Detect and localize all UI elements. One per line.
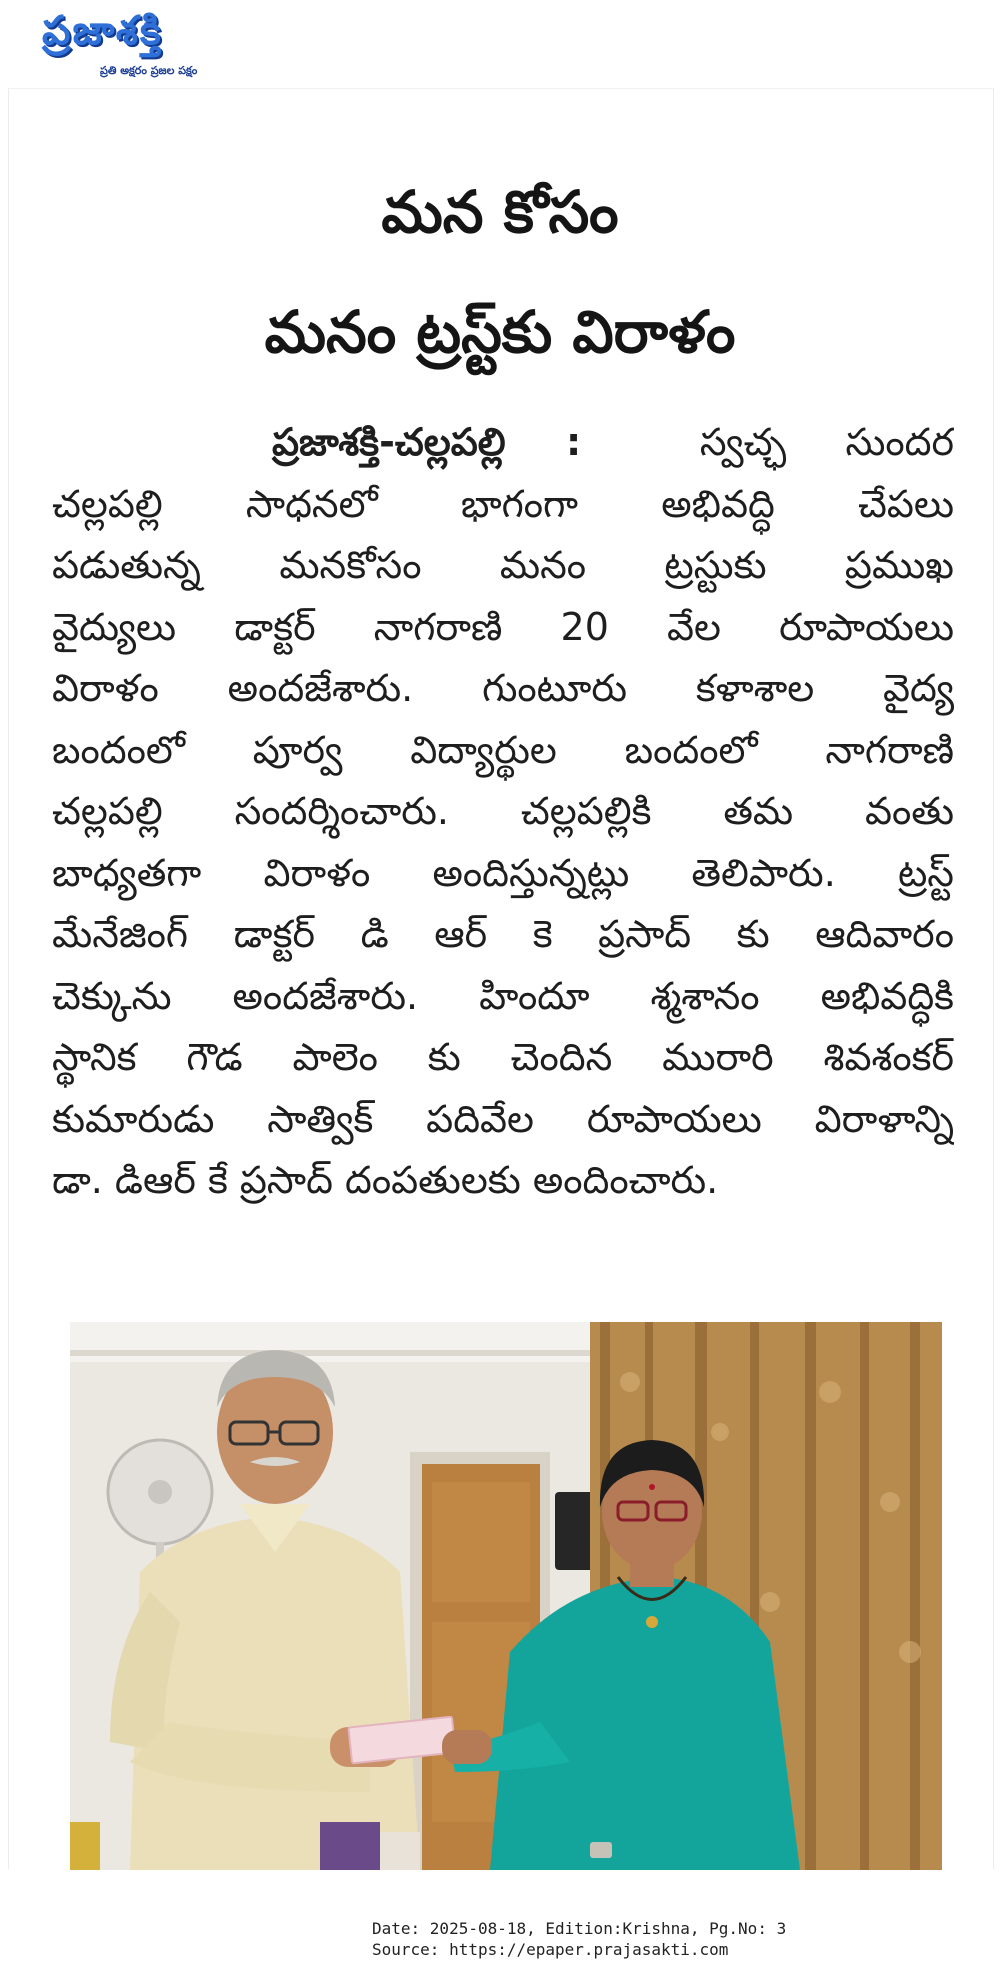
article-line: బందంలో పూర్వ విద్యార్థుల బందంలో నాగరాణి xyxy=(52,727,954,772)
footer-date-line: Date: 2025-08-18, Edition:Krishna, Pg.No: 3 xyxy=(372,1919,787,1938)
article-line: డా. డిఆర్ కే ప్రసాద్ దంపతులకు అందించారు. xyxy=(52,1158,719,1202)
dateline: ప్రజాశక్తి-చల్లపల్లి : xyxy=(272,420,582,464)
footer-source-line: Source: https://epaper.prajasakti.com xyxy=(372,1940,729,1959)
headline-line-2: మనం ట్రస్ట్‌కు విరాళం xyxy=(264,298,736,366)
article-line: మేనేజింగ్ డాక్టర్ డి ఆర్ కె ప్రసాద్ కు ఆదివారం xyxy=(52,912,954,956)
article-body xyxy=(52,412,954,1212)
article-line: పడుతున్న మనకోసం మనం ట్రస్టుకు ప్రముఖ xyxy=(52,543,954,587)
source-footer xyxy=(372,1918,786,1960)
article-line: వైద్యులు డాక్టర్ నాగరాణి 20 వేల రూపాయలు xyxy=(52,604,954,649)
article-line: చల్లపల్లి సాధనలో భాగంగా అభివద్ధి చేపలు xyxy=(52,481,954,526)
article-line xyxy=(52,412,954,474)
article-line: స్థానిక గౌడ పాలెం కు చెందిన మురారి శివశంకర్ xyxy=(52,1035,954,1079)
logo-tagline: ప్రతి అక్షరం ప్రజల పక్షం xyxy=(100,64,198,77)
article-line: చల్లపల్లి సందర్శించారు. చల్లపల్లికి తమ వంతు xyxy=(52,789,954,833)
article-line-text: స్వచ్ఛ సుందర xyxy=(699,420,954,464)
article-line: బాధ్యతగా విరాళం అందిస్తున్నట్లు తెలిపారు. ట్రస్ట్ xyxy=(52,850,954,895)
article-photo xyxy=(70,1322,942,1870)
article-line: చెక్కును అందజేశారు. హిందూ శ్మశానం అభివద్ధికి xyxy=(52,973,954,1018)
logo-name: ప్రజాశక్తి xyxy=(42,8,163,54)
article-line: కుమారుడు సాత్విక్ పదివేల రూపాయలు విరాళాన్ని xyxy=(52,1096,954,1141)
article-line: విరాళం అందజేశారు. గుంటూరు కళాశాల వైద్య xyxy=(52,666,954,710)
masthead-logo xyxy=(38,6,288,86)
headline-line-1: మన కోసం xyxy=(381,178,619,246)
